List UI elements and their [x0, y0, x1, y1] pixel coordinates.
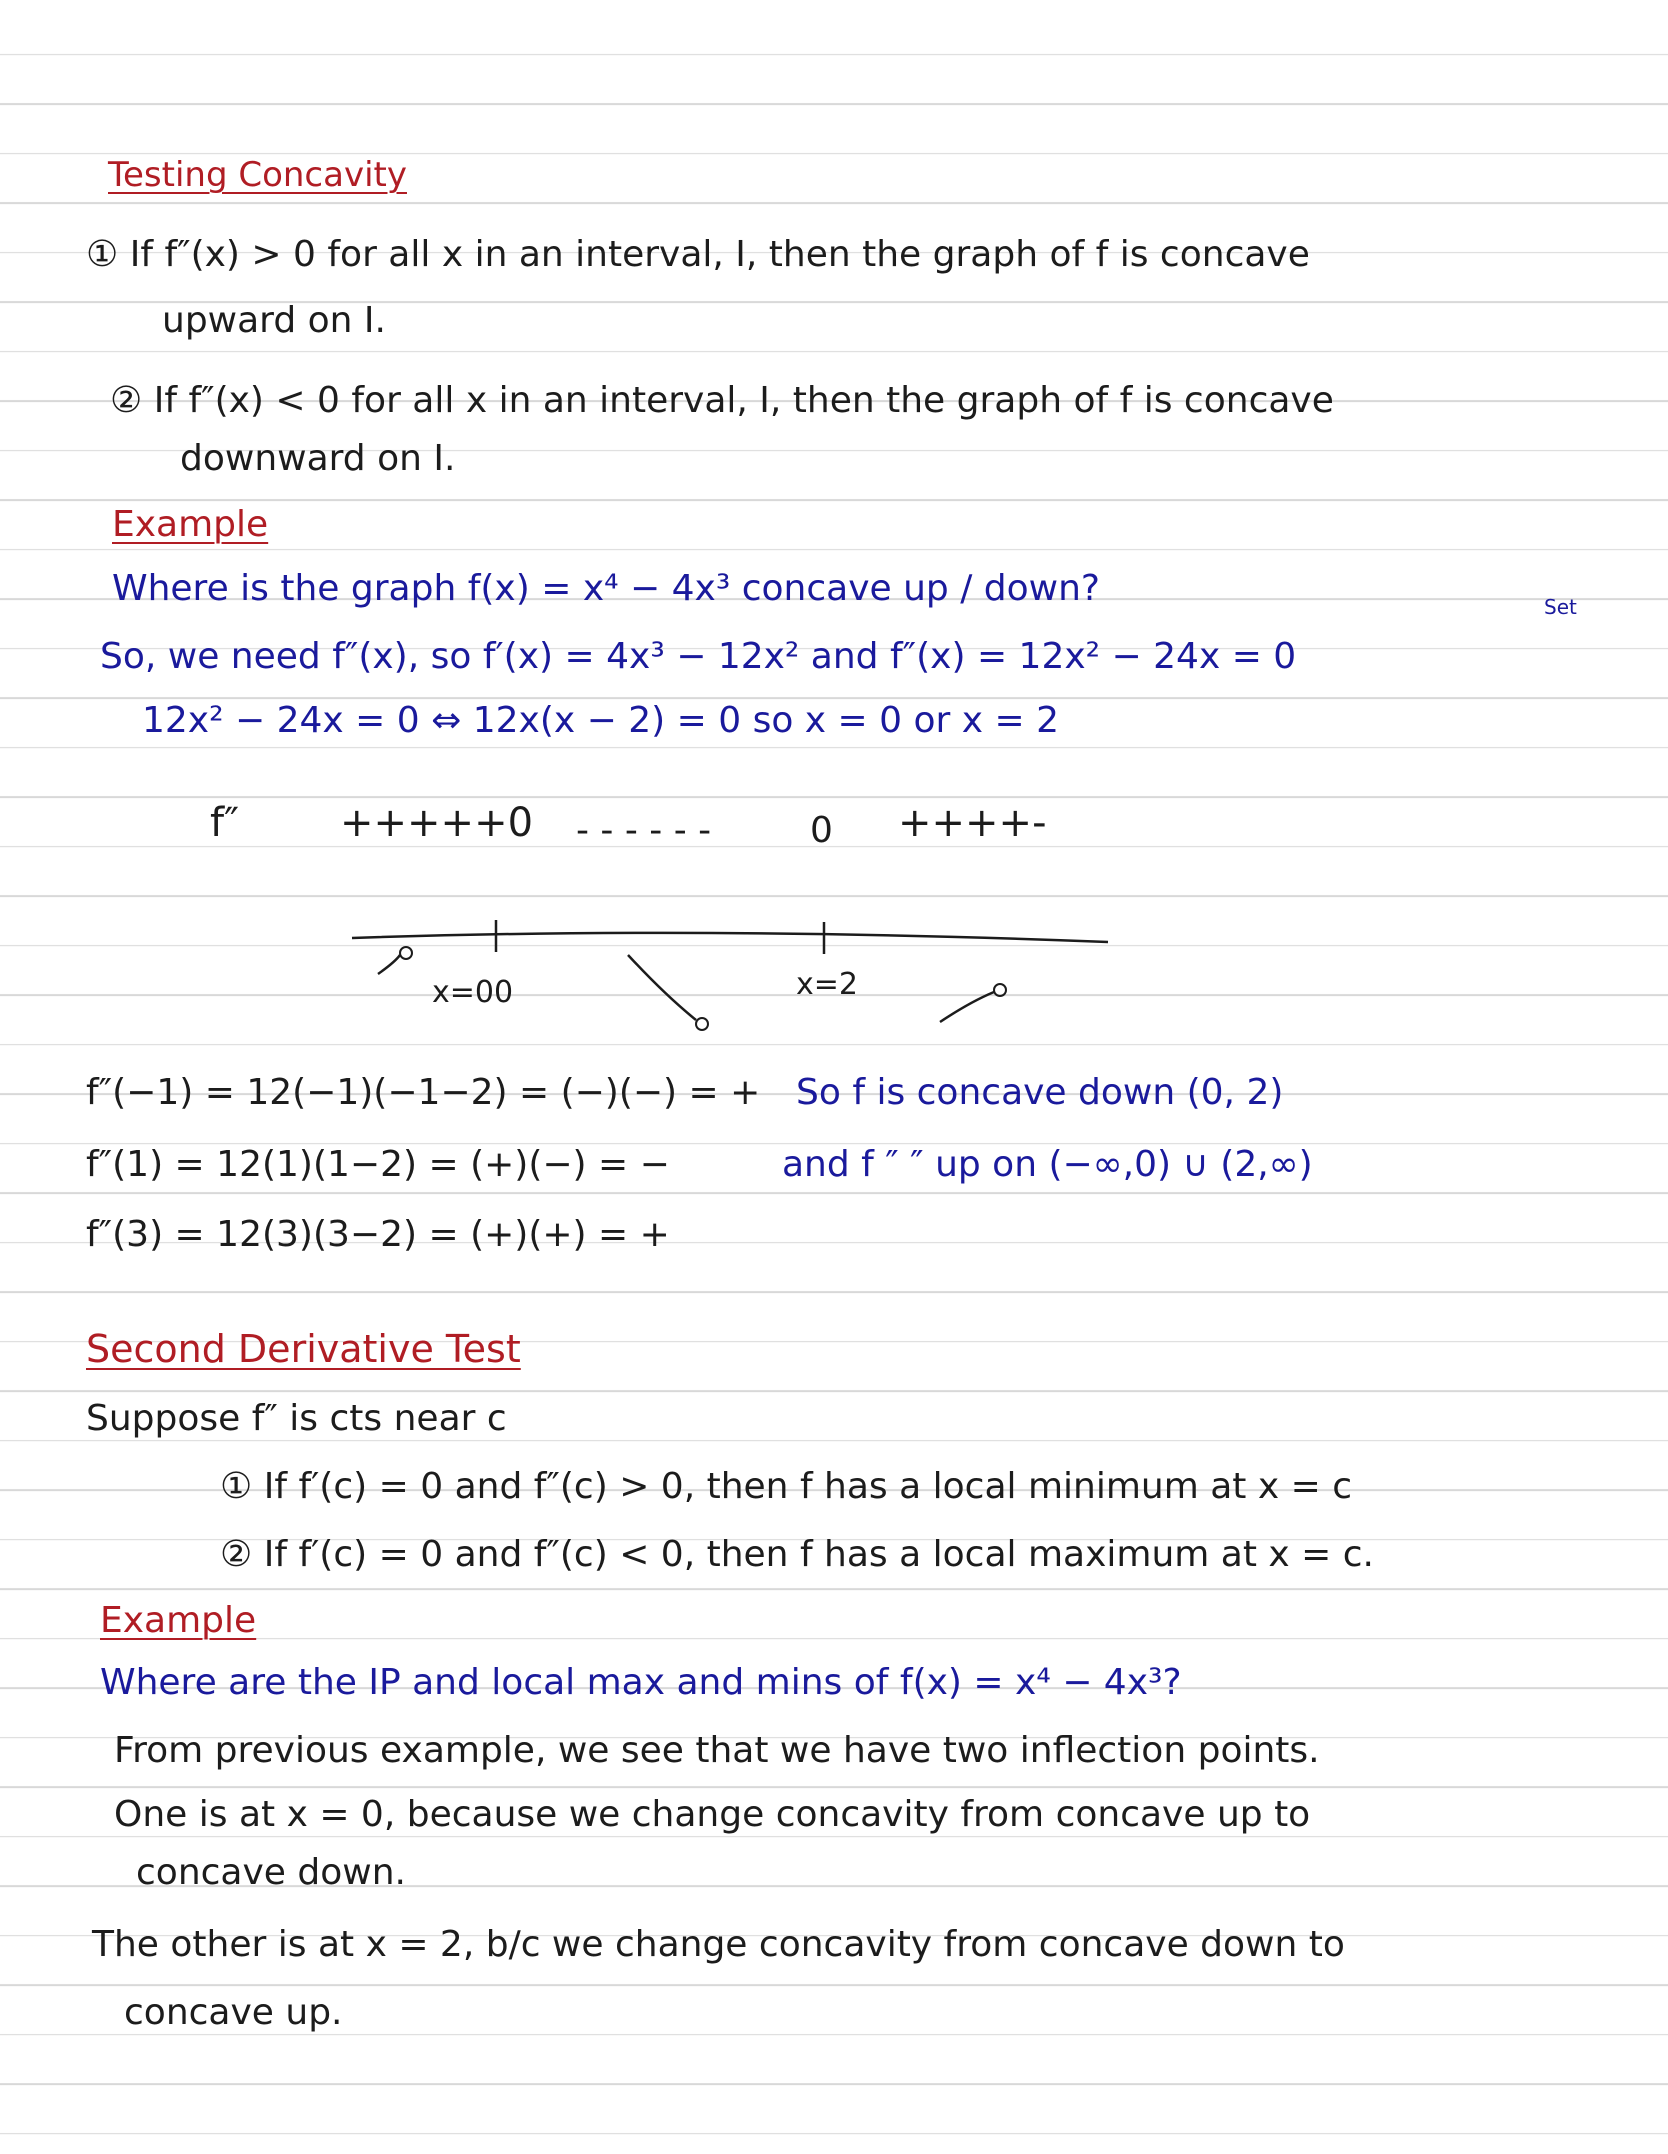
concave-up-arrow-left: [378, 955, 400, 974]
test-value-3: f″(3) = 12(3)(3−2) = (+)(+) = +: [86, 1214, 670, 1255]
example-2-line-4: The other is at x = 2, b/c we change concavity from concave down to: [92, 1924, 1345, 1965]
concavity-rule-1-line-2: upward on I.: [162, 300, 386, 341]
concavity-rule-1-line-1: ① If f″(x) > 0 for all x in an interval, I, then the graph of f is concave: [86, 234, 1310, 275]
set-note: Set: [1544, 595, 1577, 619]
tick-label-x-0: x=00: [432, 975, 514, 1010]
test-value-2: f″(1) = 12(1)(1−2) = (+)(−) = −: [86, 1144, 670, 1185]
example-2-heading: Example: [100, 1600, 257, 1641]
sign-chart-zero: 0: [810, 810, 833, 851]
example-1-heading: Example: [112, 504, 269, 545]
sign-chart-middle-signs: - - - - - -: [576, 810, 712, 851]
example-1-step-1: So, we need f″(x), so f′(x) = 4x³ − 12x² and f″(x) = 12x² − 24x = 0: [100, 636, 1297, 677]
sign-chart-left-signs: +++++0: [340, 800, 534, 846]
second-derivative-intro: Suppose f″ is cts near c: [86, 1398, 507, 1439]
number-line: [352, 933, 1108, 942]
example-2-question: Where are the IP and local max and mins of f(x) = x⁴ − 4x³?: [100, 1662, 1182, 1703]
example-1-step-2: 12x² − 24x = 0 ⇔ 12x(x − 2) = 0 so x = 0 or x = 2: [142, 700, 1060, 741]
concave-up-arrow-right: [940, 992, 994, 1022]
conclusion-concave-down: So f is concave down (0, 2): [796, 1072, 1284, 1113]
open-circle-middle: [696, 1018, 708, 1030]
open-circle-right: [994, 984, 1006, 996]
example-2-line-1: From previous example, we see that we have two inflection points.: [114, 1730, 1320, 1771]
example-2-line-2: One is at x = 0, because we change concavity from concave up to: [114, 1794, 1311, 1835]
conclusion-concave-up: and f ″ ″ up on (−∞,0) ∪ (2,∞): [782, 1144, 1313, 1185]
concavity-rule-2-line-1: ② If f″(x) < 0 for all x in an interval, I, then the graph of f is concave: [110, 380, 1334, 421]
open-circle-left: [400, 947, 412, 959]
section-title-second-derivative-test: Second Derivative Test: [86, 1327, 521, 1371]
tick-label-x-2: x=2: [796, 967, 858, 1002]
test-value-1: f″(−1) = 12(−1)(−1−2) = (−)(−) = +: [86, 1072, 761, 1113]
sign-chart-right-signs: ++++-: [898, 800, 1047, 846]
sign-chart-label: f″: [210, 800, 240, 846]
concave-down-arrow: [628, 955, 696, 1020]
section-title-testing-concavity: Testing Concavity: [108, 155, 407, 195]
second-derivative-rule-2: ② If f′(c) = 0 and f″(c) < 0, then f has a local maximum at x = c.: [220, 1534, 1375, 1575]
second-derivative-rule-1: ① If f′(c) = 0 and f″(c) > 0, then f has a local minimum at x = c: [220, 1466, 1353, 1507]
concavity-rule-2-line-2: downward on I.: [180, 438, 456, 479]
example-1-question: Where is the graph f(x) = x⁴ − 4x³ concave up / down?: [112, 568, 1101, 609]
example-2-line-5: concave up.: [124, 1992, 343, 2033]
example-2-line-3: concave down.: [136, 1852, 406, 1893]
